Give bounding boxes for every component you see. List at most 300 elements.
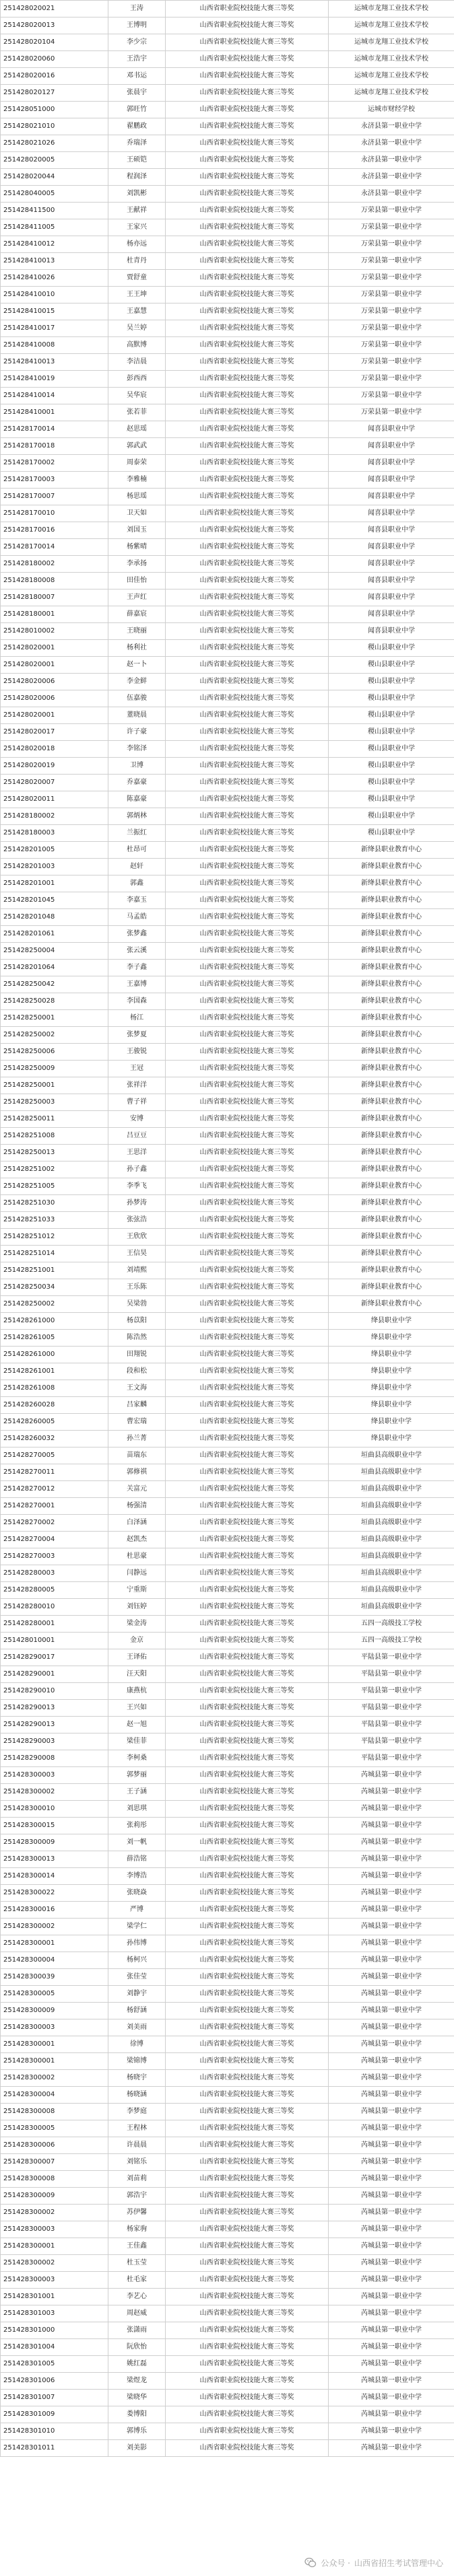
cell-award: 山西省职业院校技能大赛三等奖 bbox=[166, 1733, 329, 1750]
table-row bbox=[1, 993, 454, 1010]
cell-award: 山西省职业院校技能大赛三等奖 bbox=[166, 1818, 329, 1834]
cell-award: 山西省职业院校技能大赛三等奖 bbox=[166, 1599, 329, 1616]
table-row bbox=[1, 2373, 454, 2390]
cell-school: 芮城县第一职业中学 bbox=[329, 2339, 454, 2356]
table-row bbox=[1, 1649, 454, 1666]
table-row bbox=[1, 1582, 454, 1599]
cell-school: 运城市龙翔工业技术学校 bbox=[329, 17, 454, 34]
cell-registration-id: 251428270001 bbox=[1, 1498, 108, 1515]
cell-registration-id: 251428301006 bbox=[1, 2373, 108, 2390]
table-row bbox=[1, 724, 454, 741]
cell-school: 垣曲县高级职业中学 bbox=[329, 1599, 454, 1616]
cell-student-name: 刘凯彬 bbox=[108, 186, 166, 203]
cell-registration-id: 251428020001 bbox=[1, 707, 108, 724]
cell-registration-id: 251428290008 bbox=[1, 1750, 108, 1767]
cell-school: 芮城县第一职业中学 bbox=[329, 1969, 454, 1986]
cell-student-name: 程润泽 bbox=[108, 169, 166, 186]
cell-registration-id: 251428300002 bbox=[1, 1784, 108, 1801]
cell-student-name: 杜青丹 bbox=[108, 253, 166, 270]
cell-school: 平陆县第一职业中学 bbox=[329, 1750, 454, 1767]
cell-school: 闻喜县职业中学 bbox=[329, 421, 454, 438]
cell-school: 垣曲县高级职业中学 bbox=[329, 1464, 454, 1481]
cell-student-name: 张潇雨 bbox=[108, 2322, 166, 2339]
cell-registration-id: 251428270012 bbox=[1, 1481, 108, 1498]
cell-student-name: 王声红 bbox=[108, 589, 166, 606]
table-row bbox=[1, 1801, 454, 1818]
cell-school: 绛县职业中学 bbox=[329, 1431, 454, 1447]
cell-school: 新绛县职业教育中心 bbox=[329, 993, 454, 1010]
table-row bbox=[1, 1229, 454, 1246]
cell-registration-id: 251428300002 bbox=[1, 2255, 108, 2272]
cell-registration-id: 251428301007 bbox=[1, 2390, 108, 2406]
cell-student-name: 刘钰婷 bbox=[108, 1599, 166, 1616]
table-row bbox=[1, 1952, 454, 1969]
cell-award: 山西省职业院校技能大赛三等奖 bbox=[166, 1, 329, 17]
table-row bbox=[1, 2053, 454, 2070]
cell-award: 山西省职业院校技能大赛三等奖 bbox=[166, 1397, 329, 1414]
cell-award: 山西省职业院校技能大赛三等奖 bbox=[166, 1161, 329, 1178]
table-row bbox=[1, 758, 454, 775]
cell-student-name: 薛嘉宸 bbox=[108, 606, 166, 623]
table-row bbox=[1, 1313, 454, 1330]
cell-school: 稷山县职业中学 bbox=[329, 640, 454, 657]
cell-registration-id: 251428010001 bbox=[1, 1633, 108, 1649]
cell-student-name: 王兴如 bbox=[108, 1700, 166, 1717]
cell-school: 芮城县第一职业中学 bbox=[329, 2238, 454, 2255]
cell-student-name: 李嘉玉 bbox=[108, 892, 166, 909]
cell-student-name: 刘靖熙 bbox=[108, 1262, 166, 1279]
cell-award: 山西省职业院校技能大赛三等奖 bbox=[166, 1229, 329, 1246]
cell-school: 运城市龙翔工业技术学校 bbox=[329, 1, 454, 17]
cell-award: 山西省职业院校技能大赛三等奖 bbox=[166, 1548, 329, 1565]
table-row bbox=[1, 926, 454, 943]
table-row bbox=[1, 1447, 454, 1464]
cell-school: 新绛县职业教育中心 bbox=[329, 976, 454, 993]
table-row bbox=[1, 2205, 454, 2221]
cell-registration-id: 251428020001 bbox=[1, 640, 108, 657]
cell-award: 山西省职业院校技能大赛三等奖 bbox=[166, 1347, 329, 1363]
table-row bbox=[1, 808, 454, 825]
cell-award: 山西省职业院校技能大赛三等奖 bbox=[166, 2406, 329, 2423]
cell-school: 万荣县第一职业中学 bbox=[329, 303, 454, 320]
cell-school: 稷山县职业中学 bbox=[329, 724, 454, 741]
cell-school: 稷山县职业中学 bbox=[329, 690, 454, 707]
cell-registration-id: 251428021010 bbox=[1, 118, 108, 135]
table-row bbox=[1, 2087, 454, 2104]
cell-school: 新绛县职业教育中心 bbox=[329, 1111, 454, 1128]
cell-award: 山西省职业院校技能大赛三等奖 bbox=[166, 539, 329, 556]
table-row bbox=[1, 623, 454, 640]
cell-registration-id: 251428410013 bbox=[1, 354, 108, 371]
cell-registration-id: 251428290013 bbox=[1, 1700, 108, 1717]
table-row bbox=[1, 1431, 454, 1447]
table-row bbox=[1, 118, 454, 135]
cell-school: 芮城县第一职业中学 bbox=[329, 1767, 454, 1784]
cell-school: 新绛县职业教育中心 bbox=[329, 875, 454, 892]
cell-student-name: 王嘉慧 bbox=[108, 303, 166, 320]
cell-award: 山西省职业院校技能大赛三等奖 bbox=[166, 2255, 329, 2272]
cell-registration-id: 251428301001 bbox=[1, 2289, 108, 2305]
table-row bbox=[1, 1868, 454, 1885]
table-row bbox=[1, 556, 454, 573]
cell-award: 山西省职业院校技能大赛三等奖 bbox=[166, 2305, 329, 2322]
cell-student-name: 李承扬 bbox=[108, 556, 166, 573]
cell-student-name: 王献祥 bbox=[108, 203, 166, 219]
cell-registration-id: 251428301000 bbox=[1, 2322, 108, 2339]
cell-registration-id: 251428300003 bbox=[1, 1767, 108, 1784]
cell-student-name: 吴华宸 bbox=[108, 388, 166, 404]
cell-student-name: 郭旺竹 bbox=[108, 102, 166, 118]
cell-registration-id: 251428300001 bbox=[1, 2036, 108, 2053]
cell-award: 山西省职业院校技能大赛三等奖 bbox=[166, 892, 329, 909]
cell-registration-id: 251428300006 bbox=[1, 2137, 108, 2154]
cell-registration-id: 251428410026 bbox=[1, 270, 108, 287]
cell-registration-id: 251428301005 bbox=[1, 2356, 108, 2373]
cell-registration-id: 251428300005 bbox=[1, 2120, 108, 2137]
table-row bbox=[1, 1616, 454, 1633]
cell-school: 芮城县第一职业中学 bbox=[329, 2120, 454, 2137]
table-row bbox=[1, 2289, 454, 2305]
cell-school: 新绛县职业教育中心 bbox=[329, 892, 454, 909]
cell-registration-id: 251428301009 bbox=[1, 2406, 108, 2423]
cell-school: 平陆县第一职业中学 bbox=[329, 1717, 454, 1733]
table-row bbox=[1, 1178, 454, 1195]
cell-award: 山西省职业院校技能大赛三等奖 bbox=[166, 270, 329, 287]
table-row bbox=[1, 1902, 454, 1919]
cell-student-name: 董晓晨 bbox=[108, 707, 166, 724]
cell-school: 万荣县第一职业中学 bbox=[329, 404, 454, 421]
cell-award: 山西省职业院校技能大赛三等奖 bbox=[166, 354, 329, 371]
cell-student-name: 李铭泽 bbox=[108, 741, 166, 758]
cell-student-name: 张梦鑫 bbox=[108, 926, 166, 943]
cell-school: 芮城县第一职业中学 bbox=[329, 1851, 454, 1868]
table-row bbox=[1, 1010, 454, 1027]
cell-award: 山西省职业院校技能大赛三等奖 bbox=[166, 741, 329, 758]
table-row bbox=[1, 152, 454, 169]
cell-award: 山西省职业院校技能大赛三等奖 bbox=[166, 102, 329, 118]
cell-registration-id: 251428300001 bbox=[1, 2238, 108, 2255]
cell-student-name: 梁佳菲 bbox=[108, 1733, 166, 1750]
cell-school: 芮城县第一职业中学 bbox=[329, 2373, 454, 2390]
cell-award: 山西省职业院校技能大赛三等奖 bbox=[166, 657, 329, 674]
cell-school: 闻喜县职业中学 bbox=[329, 539, 454, 556]
cell-registration-id: 251428170007 bbox=[1, 489, 108, 505]
cell-registration-id: 251428201045 bbox=[1, 892, 108, 909]
cell-student-name: 李子鑫 bbox=[108, 960, 166, 976]
cell-student-name: 李洁晨 bbox=[108, 354, 166, 371]
cell-award: 山西省职业院校技能大赛三等奖 bbox=[166, 2036, 329, 2053]
cell-registration-id: 251428020127 bbox=[1, 85, 108, 102]
table-row bbox=[1, 1750, 454, 1767]
table-row bbox=[1, 1818, 454, 1834]
cell-student-name: 刘苗莉 bbox=[108, 2171, 166, 2188]
cell-school: 芮城县第一职业中学 bbox=[329, 1868, 454, 1885]
cell-registration-id: 251428300003 bbox=[1, 2221, 108, 2238]
cell-student-name: 王晓丽 bbox=[108, 623, 166, 640]
table-row bbox=[1, 1044, 454, 1061]
cell-school: 芮城县第一职业中学 bbox=[329, 2188, 454, 2205]
table-row bbox=[1, 1246, 454, 1262]
cell-school: 闻喜县职业中学 bbox=[329, 623, 454, 640]
table-row bbox=[1, 674, 454, 690]
cell-award: 山西省职业院校技能大赛三等奖 bbox=[166, 371, 329, 388]
cell-registration-id: 251428251014 bbox=[1, 1246, 108, 1262]
cell-award: 山西省职业院校技能大赛三等奖 bbox=[166, 489, 329, 505]
cell-registration-id: 251428300022 bbox=[1, 1885, 108, 1902]
cell-registration-id: 251428201048 bbox=[1, 909, 108, 926]
cell-school: 运城市龙翔工业技术学校 bbox=[329, 34, 454, 51]
cell-student-name: 周赵威 bbox=[108, 2305, 166, 2322]
cell-registration-id: 251428301004 bbox=[1, 2339, 108, 2356]
cell-award: 山西省职业院校技能大赛三等奖 bbox=[166, 1481, 329, 1498]
cell-award: 山西省职业院校技能大赛三等奖 bbox=[166, 1969, 329, 1986]
cell-registration-id: 251428410001 bbox=[1, 404, 108, 421]
cell-award: 山西省职业院校技能大赛三等奖 bbox=[166, 1935, 329, 1952]
cell-registration-id: 251428290001 bbox=[1, 1666, 108, 1683]
table-row bbox=[1, 707, 454, 724]
cell-award: 山西省职业院校技能大赛三等奖 bbox=[166, 1986, 329, 2003]
cell-student-name: 刘静宇 bbox=[108, 1986, 166, 2003]
cell-student-name: 杨柯兴 bbox=[108, 1952, 166, 1969]
cell-award: 山西省职业院校技能大赛三等奖 bbox=[166, 674, 329, 690]
table-row bbox=[1, 1212, 454, 1229]
table-row bbox=[1, 102, 454, 118]
cell-registration-id: 251428040005 bbox=[1, 186, 108, 203]
cell-student-name: 郭修祺 bbox=[108, 1464, 166, 1481]
watermark-text: 山西省招生考试管理中心 bbox=[354, 2558, 443, 2568]
cell-student-name: 王乐陈 bbox=[108, 1279, 166, 1296]
table-row bbox=[1, 2070, 454, 2087]
cell-school: 运城市龙翔工业技术学校 bbox=[329, 68, 454, 85]
cell-school: 新绛县职业教育中心 bbox=[329, 1279, 454, 1296]
cell-award: 山西省职业院校技能大赛三等奖 bbox=[166, 1767, 329, 1784]
cell-award: 山西省职业院校技能大赛三等奖 bbox=[166, 1683, 329, 1700]
cell-student-name: 薛浩铭 bbox=[108, 1851, 166, 1868]
cell-registration-id: 251428410008 bbox=[1, 337, 108, 354]
table-row bbox=[1, 522, 454, 539]
cell-award: 山西省职业院校技能大赛三等奖 bbox=[166, 1717, 329, 1733]
cell-school: 平陆县第一职业中学 bbox=[329, 1683, 454, 1700]
table-row bbox=[1, 1363, 454, 1380]
cell-registration-id: 251428251001 bbox=[1, 1262, 108, 1279]
cell-award: 山西省职业院校技能大赛三等奖 bbox=[166, 2356, 329, 2373]
cell-school: 新绛县职业教育中心 bbox=[329, 1195, 454, 1212]
cell-student-name: 刘铭乐 bbox=[108, 2154, 166, 2171]
cell-award: 山西省职业院校技能大赛三等奖 bbox=[166, 1431, 329, 1447]
cell-school: 芮城县第一职业中学 bbox=[329, 2272, 454, 2289]
table-row bbox=[1, 1, 454, 17]
table-row bbox=[1, 489, 454, 505]
cell-student-name: 许子豪 bbox=[108, 724, 166, 741]
cell-student-name: 王文海 bbox=[108, 1380, 166, 1397]
cell-student-name: 马孟皓 bbox=[108, 909, 166, 926]
cell-school: 芮城县第一职业中学 bbox=[329, 2305, 454, 2322]
cell-school: 芮城县第一职业中学 bbox=[329, 1834, 454, 1851]
table-row bbox=[1, 354, 454, 371]
cell-registration-id: 251428170002 bbox=[1, 455, 108, 472]
table-row bbox=[1, 539, 454, 556]
cell-school: 芮城县第一职业中学 bbox=[329, 2390, 454, 2406]
cell-award: 山西省职业院校技能大赛三等奖 bbox=[166, 438, 329, 455]
cell-student-name: 张弦浩 bbox=[108, 1212, 166, 1229]
cell-student-name: 严博 bbox=[108, 1902, 166, 1919]
cell-student-name: 杨亦远 bbox=[108, 236, 166, 253]
cell-award: 山西省职业院校技能大赛三等奖 bbox=[166, 522, 329, 539]
cell-award: 山西省职业院校技能大赛三等奖 bbox=[166, 960, 329, 976]
table-row bbox=[1, 1128, 454, 1145]
cell-student-name: 杨晓宇 bbox=[108, 2070, 166, 2087]
cell-school: 芮城县第一职业中学 bbox=[329, 1885, 454, 1902]
cell-award: 山西省职业院校技能大赛三等奖 bbox=[166, 1834, 329, 1851]
table-row bbox=[1, 303, 454, 320]
table-row bbox=[1, 606, 454, 623]
cell-student-name: 王冠 bbox=[108, 1061, 166, 1077]
cell-registration-id: 251428300010 bbox=[1, 1801, 108, 1818]
table-row bbox=[1, 657, 454, 674]
table-row bbox=[1, 438, 454, 455]
cell-award: 山西省职业院校技能大赛三等奖 bbox=[166, 1044, 329, 1061]
cell-award: 山西省职业院校技能大赛三等奖 bbox=[166, 421, 329, 438]
cell-school: 稷山县职业中学 bbox=[329, 791, 454, 808]
cell-award: 山西省职业院校技能大赛三等奖 bbox=[166, 472, 329, 489]
cell-registration-id: 251428410012 bbox=[1, 236, 108, 253]
cell-school: 闻喜县职业中学 bbox=[329, 505, 454, 522]
cell-school: 新绛县职业教育中心 bbox=[329, 1145, 454, 1161]
cell-school: 芮城县第一职业中学 bbox=[329, 1784, 454, 1801]
cell-student-name: 王硕铠 bbox=[108, 152, 166, 169]
table-row bbox=[1, 1077, 454, 1094]
cell-student-name: 杨家驹 bbox=[108, 2221, 166, 2238]
cell-school: 芮城县第一职业中学 bbox=[329, 2255, 454, 2272]
table-row bbox=[1, 1262, 454, 1279]
cell-school: 芮城县第一职业中学 bbox=[329, 2440, 454, 2457]
cell-award: 山西省职业院校技能大赛三等奖 bbox=[166, 2339, 329, 2356]
cell-award: 山西省职业院校技能大赛三等奖 bbox=[166, 1633, 329, 1649]
table-row bbox=[1, 2036, 454, 2053]
cell-student-name: 梁煜龙 bbox=[108, 2373, 166, 2390]
watermark-prefix: 公众号 · bbox=[321, 2558, 350, 2568]
cell-school: 运城市龙翔工业技术学校 bbox=[329, 51, 454, 68]
cell-award: 山西省职业院校技能大赛三等奖 bbox=[166, 186, 329, 203]
cell-student-name: 汪天阳 bbox=[108, 1666, 166, 1683]
cell-award: 山西省职业院校技能大赛三等奖 bbox=[166, 976, 329, 993]
cell-student-name: 郭鑫 bbox=[108, 875, 166, 892]
cell-award: 山西省职业院校技能大赛三等奖 bbox=[166, 825, 329, 842]
cell-student-name: 张祥洋 bbox=[108, 1077, 166, 1094]
cell-student-name: 徐博 bbox=[108, 2036, 166, 2053]
cell-registration-id: 251428250042 bbox=[1, 976, 108, 993]
cell-school: 芮城县第一职业中学 bbox=[329, 1919, 454, 1935]
cell-award: 山西省职业院校技能大赛三等奖 bbox=[166, 808, 329, 825]
cell-student-name: 陈浩然 bbox=[108, 1330, 166, 1347]
cell-student-name: 卫天如 bbox=[108, 505, 166, 522]
table-row bbox=[1, 2154, 454, 2171]
cell-registration-id: 251428020006 bbox=[1, 690, 108, 707]
cell-school: 绛县职业中学 bbox=[329, 1313, 454, 1330]
table-row bbox=[1, 2339, 454, 2356]
cell-award: 山西省职业院校技能大赛三等奖 bbox=[166, 1515, 329, 1532]
cell-registration-id: 251428170003 bbox=[1, 472, 108, 489]
table-row bbox=[1, 741, 454, 758]
cell-award: 山西省职业院校技能大赛三等奖 bbox=[166, 2289, 329, 2305]
cell-award: 山西省职业院校技能大赛三等奖 bbox=[166, 1414, 329, 1431]
table-row bbox=[1, 421, 454, 438]
cell-award: 山西省职业院校技能大赛三等奖 bbox=[166, 455, 329, 472]
cell-student-name: 乔嘉豪 bbox=[108, 775, 166, 791]
table-row bbox=[1, 169, 454, 186]
cell-award: 山西省职业院校技能大赛三等奖 bbox=[166, 320, 329, 337]
cell-school: 绛县职业中学 bbox=[329, 1330, 454, 1347]
cell-award: 山西省职业院校技能大赛三等奖 bbox=[166, 1464, 329, 1481]
cell-award: 山西省职业院校技能大赛三等奖 bbox=[166, 758, 329, 775]
cell-award: 山西省职业院校技能大赛三等奖 bbox=[166, 1902, 329, 1919]
cell-registration-id: 251428300002 bbox=[1, 1919, 108, 1935]
cell-student-name: 张若菲 bbox=[108, 404, 166, 421]
cell-student-name: 赵一卜 bbox=[108, 657, 166, 674]
cell-student-name: 邓书运 bbox=[108, 68, 166, 85]
cell-award: 山西省职业院校技能大赛三等奖 bbox=[166, 1498, 329, 1515]
cell-school: 芮城县第一职业中学 bbox=[329, 2003, 454, 2019]
cell-award: 山西省职业院校技能大赛三等奖 bbox=[166, 1868, 329, 1885]
cell-school: 芮城县第一职业中学 bbox=[329, 2154, 454, 2171]
table-row bbox=[1, 455, 454, 472]
cell-award: 山西省职业院校技能大赛三等奖 bbox=[166, 1666, 329, 1683]
cell-registration-id: 251428020017 bbox=[1, 724, 108, 741]
table-row bbox=[1, 1296, 454, 1313]
cell-award: 山西省职业院校技能大赛三等奖 bbox=[166, 1616, 329, 1633]
table-row bbox=[1, 1767, 454, 1784]
cell-award: 山西省职业院校技能大赛三等奖 bbox=[166, 1649, 329, 1666]
cell-school: 垣曲县高级职业中学 bbox=[329, 1515, 454, 1532]
cell-registration-id: 251428250006 bbox=[1, 1044, 108, 1061]
table-row bbox=[1, 1464, 454, 1481]
cell-school: 闻喜县职业中学 bbox=[329, 438, 454, 455]
cell-student-name: 曹子祥 bbox=[108, 1094, 166, 1111]
cell-award: 山西省职业院校技能大赛三等奖 bbox=[166, 1262, 329, 1279]
cell-registration-id: 251428261005 bbox=[1, 1330, 108, 1347]
cell-student-name: 孙伟博 bbox=[108, 1935, 166, 1952]
cell-student-name: 王涛 bbox=[108, 1, 166, 17]
cell-registration-id: 251428170014 bbox=[1, 539, 108, 556]
cell-registration-id: 251428250002 bbox=[1, 1027, 108, 1044]
cell-student-name: 白泽涵 bbox=[108, 1515, 166, 1532]
cell-award: 山西省职业院校技能大赛三等奖 bbox=[166, 135, 329, 152]
cell-award: 山西省职业院校技能大赛三等奖 bbox=[166, 1094, 329, 1111]
cell-school: 新绛县职业教育中心 bbox=[329, 1262, 454, 1279]
cell-school: 芮城县第一职业中学 bbox=[329, 2104, 454, 2120]
cell-school: 永济县第一职业中学 bbox=[329, 186, 454, 203]
cell-school: 永济县第一职业中学 bbox=[329, 169, 454, 186]
cell-registration-id: 251428300016 bbox=[1, 1902, 108, 1919]
table-row bbox=[1, 1380, 454, 1397]
cell-award: 山西省职业院校技能大赛三等奖 bbox=[166, 1145, 329, 1161]
cell-school: 绛县职业中学 bbox=[329, 1397, 454, 1414]
cell-student-name: 郭武武 bbox=[108, 438, 166, 455]
cell-registration-id: 251428300003 bbox=[1, 2019, 108, 2036]
cell-student-name: 李雅楠 bbox=[108, 472, 166, 489]
cell-award: 山西省职业院校技能大赛三等奖 bbox=[166, 1296, 329, 1313]
cell-registration-id: 251428300001 bbox=[1, 2053, 108, 2070]
table-row bbox=[1, 1700, 454, 1717]
cell-award: 山西省职业院校技能大赛三等奖 bbox=[166, 1801, 329, 1818]
cell-student-name: 吴梁勃 bbox=[108, 1296, 166, 1313]
cell-school: 万荣县第一职业中学 bbox=[329, 270, 454, 287]
cell-student-name: 周泰荣 bbox=[108, 455, 166, 472]
cell-student-name: 王骏锐 bbox=[108, 1044, 166, 1061]
cell-school: 芮城县第一职业中学 bbox=[329, 2087, 454, 2104]
cell-award: 山西省职业院校技能大赛三等奖 bbox=[166, 573, 329, 589]
table-row bbox=[1, 1784, 454, 1801]
